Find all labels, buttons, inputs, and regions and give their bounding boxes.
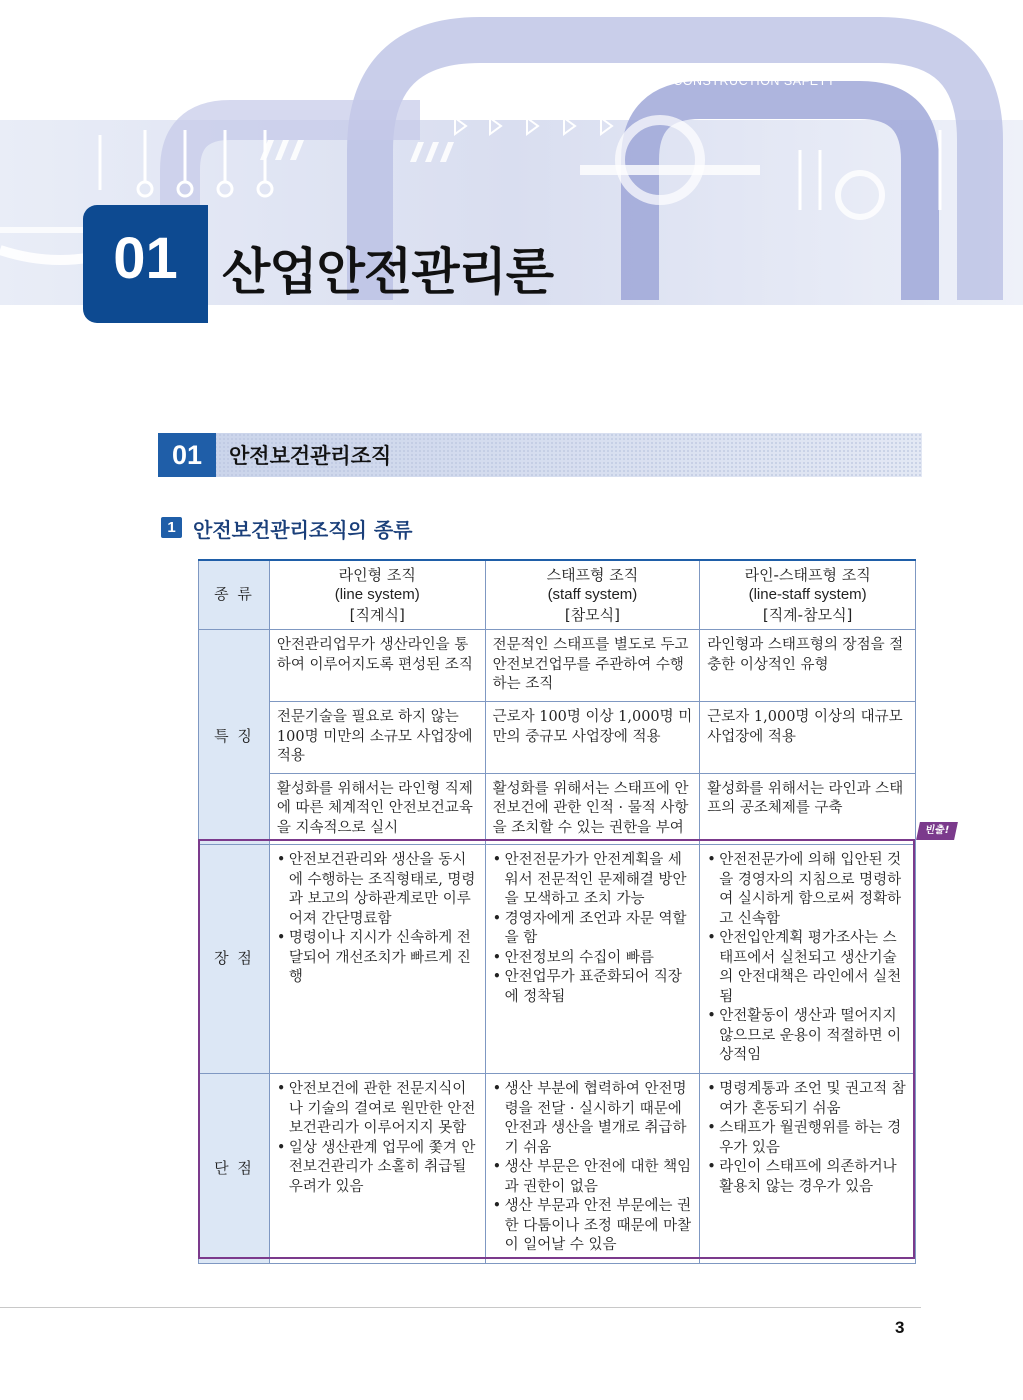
row-label-advantages: 장 점 <box>199 845 270 1074</box>
table-cell <box>485 1074 700 1264</box>
table-row <box>199 845 916 1074</box>
page-number: 3 <box>895 1318 905 1337</box>
list-item: • 명령계통과 조언 및 권고적 참여가 혼동되기 쉬움 <box>707 1080 908 1119</box>
table-cell: 활성화를 위해서는 라인형 직제에 따른 체계적인 안전보건교육을 지속적으로 실시 <box>269 773 485 845</box>
column-name: 스태프형 조직 <box>546 566 639 584</box>
table-cell <box>700 845 916 1074</box>
list-item: • 안전입안계획 평가조사는 스태프에서 실천되고 생산기술의 안전대책은 라인에서 실천됨 <box>707 929 908 1007</box>
list-item: • 안전전문가가 안전계획을 세워서 전문적인 문제해결 방안을 모색하고 조치 가능 <box>493 851 693 910</box>
table-cell <box>485 845 700 1074</box>
column-english: (line-staff system) <box>748 586 867 603</box>
table-row <box>199 630 916 702</box>
column-english: (staff system) <box>547 586 638 603</box>
column-header-line <box>269 560 485 630</box>
organization-types-table <box>198 559 916 1264</box>
table-header-row <box>199 560 916 630</box>
list-item: • 안전업무가 표준화되어 직장에 정착됨 <box>493 968 693 1007</box>
chapter-banner <box>0 0 1023 330</box>
column-name: 라인-스태프형 조직 <box>744 566 871 584</box>
section-title: 안전보건관리조직 <box>229 444 392 468</box>
column-alt: [참모식] <box>564 606 621 624</box>
series-label: ENGINEER CONSTRUCTION SAFETY <box>600 74 836 88</box>
subsection-title: 안전보건관리조직의 종류 <box>193 518 413 542</box>
table-cell: 안전관리업무가 생산라인을 통하여 이루어지도록 편성된 조직 <box>269 630 485 702</box>
list-item: • 생산 부문은 안전에 대한 책임과 권한이 없음 <box>493 1158 693 1197</box>
table-row <box>199 1074 916 1264</box>
list-item: • 안전정보의 수집이 빠름 <box>493 949 693 969</box>
list-item: • 생산 부분에 협력하여 안전명령을 전달 · 실시하기 때문에 안전과 생산을 별개로 취급하기 쉬움 <box>493 1080 693 1158</box>
table-cell: 근로자 1,000명 이상의 대규모 사업장에 적용 <box>700 702 916 774</box>
list-item: • 명령이나 지시가 신속하게 전달되어 개선조치가 빠르게 진행 <box>277 929 478 988</box>
subsection-number: 1 <box>161 517 182 538</box>
column-header-line-staff <box>700 560 916 630</box>
chapter-title: 산업안전관리론 <box>222 243 554 301</box>
table-cell: 활성화를 위해서는 스태프에 안전보건에 관한 인적 · 물적 사항을 조치할 수 있는 권한을 부여 <box>485 773 700 845</box>
column-english: (line system) <box>334 586 420 603</box>
list-item: • 안전전문가에 의해 입안된 것을 경영자의 지침으로 명령하여 실시하게 함으로써 정확하고 신속함 <box>707 851 908 929</box>
table-cell: 라인형과 스태프형의 장점을 절충한 이상적인 유형 <box>700 630 916 702</box>
table-cell: 활성화를 위해서는 라인과 스태프의 공조체제를 구축 <box>700 773 916 845</box>
row-label-type: 종 류 <box>199 560 270 630</box>
section-number: 01 <box>158 433 216 477</box>
table-cell <box>700 1074 916 1264</box>
column-name: 라인형 조직 <box>338 566 416 584</box>
row-label-disadvantages: 단 점 <box>199 1074 270 1264</box>
list-item: • 안전활동이 생산과 떨어지지 않으므로 운용이 적절하면 이상적임 <box>707 1007 908 1066</box>
table-cell: 전문적인 스태프를 별도로 두고 안전보건업무를 주관하여 수행하는 조직 <box>485 630 700 702</box>
list-item: • 경영자에게 조언과 자문 역할을 함 <box>493 910 693 949</box>
table-row <box>199 702 916 774</box>
table-cell <box>269 1074 485 1264</box>
footer-divider <box>0 1307 921 1308</box>
column-alt: [직계식] <box>349 606 405 624</box>
list-item: • 라인이 스태프에 의존하거나 활용치 않는 경우가 있음 <box>707 1158 908 1197</box>
list-item: • 일상 생산관계 업무에 쫓겨 안전보건관리가 소홀히 취급될 우려가 있음 <box>277 1139 478 1198</box>
column-alt: [직계-참모식] <box>762 606 853 624</box>
list-item: • 스태프가 월권행위를 하는 경우가 있음 <box>707 1119 908 1158</box>
table-row <box>199 773 916 845</box>
list-item: • 안전보건관리와 생산을 동시에 수행하는 조직형태로, 명령과 보고의 상하관계로만 이루어져 간단명료함 <box>277 851 478 929</box>
frequent-badge: 빈출! <box>916 822 958 840</box>
table-cell: 전문기술을 필요로 하지 않는 100명 미만의 소규모 사업장에 적용 <box>269 702 485 774</box>
list-item: • 안전보건에 관한 전문지식이나 기술의 결여로 원만한 안전보건관리가 이루어지지 못함 <box>277 1080 478 1139</box>
table-cell: 근로자 100명 이상 1,000명 미만의 중규모 사업장에 적용 <box>485 702 700 774</box>
list-item: • 생산 부문과 안전 부문에는 권한 다툼이나 조정 때문에 마찰이 일어날 수 있음 <box>493 1197 693 1256</box>
chapter-number: 01 <box>113 226 178 291</box>
table-cell <box>269 845 485 1074</box>
column-header-staff <box>485 560 700 630</box>
row-label-features: 특 징 <box>199 630 270 845</box>
